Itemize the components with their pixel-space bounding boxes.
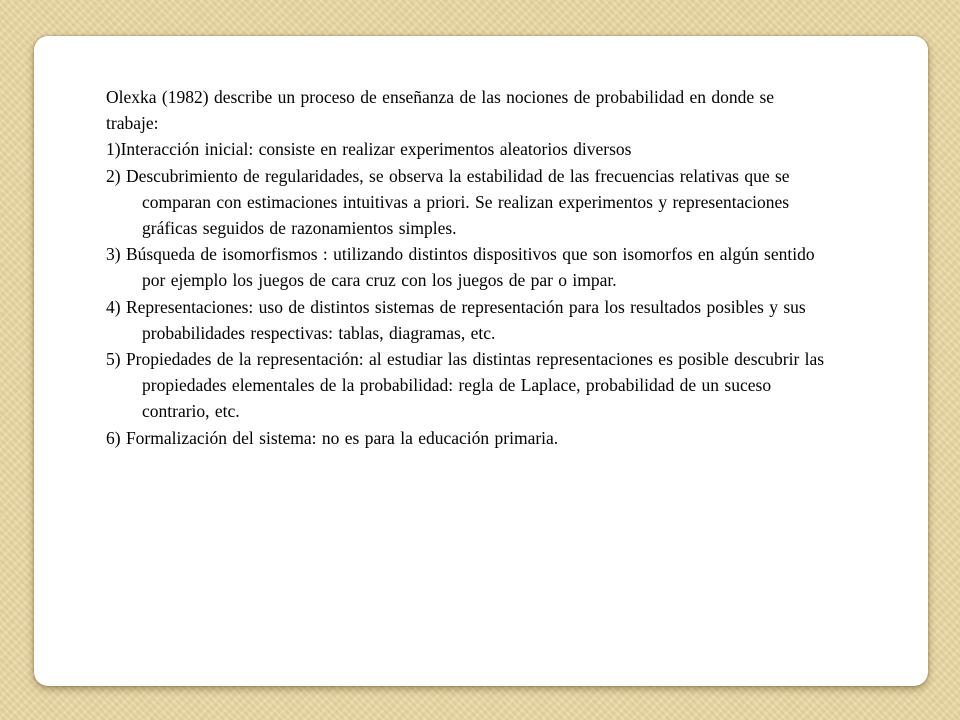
- slide-text-block: [106, 84, 826, 451]
- list-item-2: 2) Descubrimiento de regularidades, se observa la estabilidad de las frecuencias relativas que se comparan con estimaciones intuitivas a priori. Se realizan experimentos y representaciones gráficas seguidos de razonamientos simples.: [106, 165, 790, 239]
- list-item-1: 1)Interacción inicial: consiste en realizar experimentos aleatorios diversos: [106, 139, 632, 160]
- list-item-3: 3) Búsqueda de isomorfismos : utilizando distintos dispositivos que son isomorfos en algún sentido por ejemplo los juegos de cara cruz con los juegos de par o impar.: [106, 244, 815, 291]
- list-item-5: 5) Propiedades de la representación: al estudiar las distintas representaciones es posible descubrir las propiedades elementales de la probabilidad: regla de Laplace, probabilidad de un suceso contrario, etc.: [106, 349, 825, 422]
- slide-card: [34, 36, 928, 686]
- list-item-4: 4) Representaciones: uso de distintos sistemas de representación para los resultados posibles y sus probabilidades respectivas: tablas, diagramas, etc.: [106, 296, 806, 343]
- intro-paragraph: Olexka (1982) describe un proceso de enseñanza de las nociones de probabilidad en donde se trabaje:: [106, 87, 775, 134]
- list-item-6: 6) Formalización del sistema: no es para la educación primaria.: [106, 427, 559, 448]
